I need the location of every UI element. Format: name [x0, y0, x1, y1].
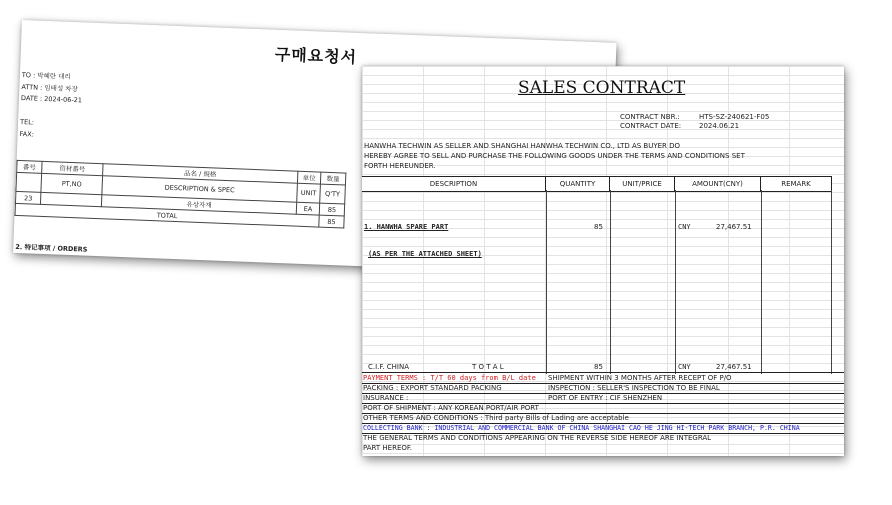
- port-of-shipment: PORT OF SHIPMENT : ANY KOREAN PORT/AIR PORT: [363, 404, 539, 412]
- column-unit-price: UNIT/PRICE: [610, 176, 675, 192]
- intro-line-2: HEREBY AGREE TO SELL AND PURCHASE THE FOLLOWING GOODS UNDER THE TERMS AND CONDITIONS SET: [364, 152, 745, 160]
- column-quantity: QUANTITY: [546, 176, 610, 192]
- item-description: 1. HANWHA SPARE PART: [364, 223, 449, 231]
- contract-nbr-label: CONTRACT NBR.:: [620, 113, 680, 121]
- orders-section-label: 2. 特记事项 / ORDERS: [15, 242, 88, 254]
- subheader-no: [16, 172, 42, 192]
- table-rule: [675, 190, 676, 374]
- contract-date-label: CONTRACT DATE:: [620, 122, 682, 130]
- header-qty: 数量: [320, 172, 345, 185]
- row-no: 23: [15, 191, 40, 204]
- header-pt-no: 资材番号: [42, 161, 103, 175]
- total-quantity: 85: [594, 363, 603, 371]
- header-unit: 单位: [297, 171, 320, 184]
- table-rule: [610, 190, 611, 374]
- row-qty: 85: [319, 203, 344, 216]
- sales-contract-sheet: [362, 66, 844, 456]
- purchase-request-title: 구매요청서: [274, 44, 358, 67]
- inspection-terms: INSPECTION : SELLER'S INSPECTION TO BE FINAL: [548, 384, 720, 392]
- general-terms-line-1: THE GENERAL TERMS AND CONDITIONS APPEARING ON THE REVERSE SIDE HEREOF ARE INTEGRAL: [363, 434, 712, 442]
- intro-line-1: HANWHA TECHWIN AS SELLER AND SHANGHAI HANWHA TECHWIN CO., LTD AS BUYER DO: [364, 142, 681, 150]
- column-description: DESCRIPTION: [362, 176, 546, 192]
- contract-date-value: 2024.06.21: [699, 122, 740, 130]
- terms-rule: [362, 372, 844, 373]
- intro-line-3: FORTH HEREUNDER.: [364, 162, 436, 170]
- sales-contract-title: SALES CONTRACT: [518, 78, 686, 98]
- payment-terms: PAYMENT TERMS : T/T 60 days from B/L date: [363, 374, 536, 382]
- row-description: 유상자재: [101, 195, 296, 214]
- date-field: DATE : 2024-06-21: [20, 94, 83, 105]
- item-currency: CNY: [678, 223, 691, 231]
- table-rule: [831, 190, 832, 374]
- row-unit: EA: [296, 202, 319, 215]
- header-description: 品名 / 規格: [103, 164, 298, 183]
- insurance-terms: INSURANCE :: [363, 394, 409, 402]
- subheader-pt-no: PT,NO: [41, 173, 103, 194]
- port-of-entry: PORT OF ENTRY : CIF SHENZHEN: [548, 394, 663, 402]
- attn-field: ATTN : 임태성 차장: [21, 83, 78, 94]
- column-remark: REMARK: [761, 176, 832, 192]
- total-qty: 85: [319, 215, 344, 228]
- packing-terms: PACKING : EXPORT STANDARD PACKING: [363, 384, 502, 392]
- item-quantity: 85: [594, 223, 603, 231]
- general-terms-line-2: PART HEREOF.: [363, 444, 413, 452]
- shipment-terms: SHIPMENT WITHIN 3 MONTHS AFTER RECEPT OF P/O: [548, 374, 732, 382]
- other-terms: OTHER TERMS AND CONDITIONS : Third party Bills of Lading are acceptable: [363, 414, 629, 422]
- table-rule: [546, 190, 547, 374]
- subheader-unit: UNIT: [297, 183, 321, 203]
- total-amount: 27,467.51: [716, 363, 752, 371]
- total-currency: CNY: [678, 363, 691, 371]
- subheader-qty: Q'TY: [320, 184, 346, 204]
- item-amount: 27,467.51: [716, 223, 752, 231]
- total-label: T O T A L: [472, 363, 504, 371]
- total-terms: C.I.F. CHINA: [368, 363, 409, 371]
- table-rule: [761, 190, 762, 374]
- header-no: 番号: [17, 160, 42, 173]
- fax-field: FAX:: [19, 129, 34, 139]
- total-label: TOTAL: [15, 203, 319, 227]
- contract-nbr-value: HTS-SZ-240621-F05: [699, 113, 770, 121]
- attached-sheet-note: (AS PER THE ATTACHED SHEET): [368, 250, 482, 258]
- subheader-description: DESCRIPTION & SPEC: [102, 176, 298, 202]
- collecting-bank: COLLECTING BANK : INDUSTRIAL AND COMMERCIAL BANK OF CHINA SHANGHAI CAO HE JING HI-TECH PARK BRANCH, P.R. CHINA: [363, 424, 800, 432]
- tel-field: TEL:: [19, 118, 35, 127]
- column-amount: AMOUNT(CNY): [675, 176, 761, 192]
- to-field: TO : 박혜란 대리: [21, 71, 71, 81]
